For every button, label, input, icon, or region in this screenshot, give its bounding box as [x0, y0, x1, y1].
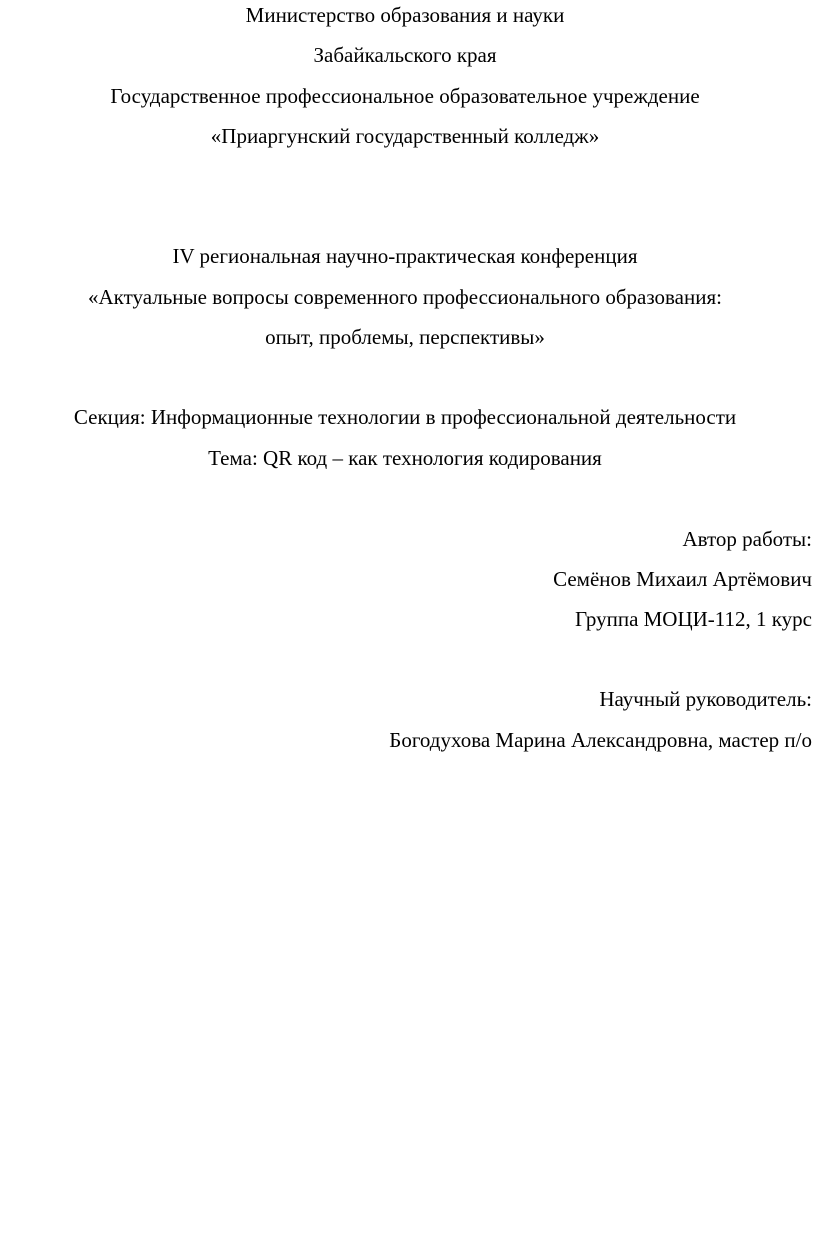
- conference-title: IV региональная научно-практическая конференция: [172, 244, 638, 268]
- section-line: Секция: Информационные технологии в профессиональной деятельности: [73, 405, 737, 429]
- author-label: Автор работы:: [682, 527, 812, 551]
- ministry-line: Министерство образования и науки: [245, 3, 565, 27]
- author-name: Семёнов Михаил Артёмович: [553, 567, 812, 591]
- author-group: Группа МОЦИ-112, 1 курс: [575, 607, 812, 631]
- supervisor-name: Богодухова Марина Александровна, мастер п/о: [389, 728, 812, 752]
- institution-type-line: Государственное профессиональное образовательное учреждение: [110, 84, 700, 108]
- topic-line: Тема: QR код – как технология кодирования: [208, 446, 602, 470]
- supervisor-label: Научный руководитель:: [599, 687, 812, 711]
- institution-name-line: «Приаргунский государственный колледж»: [210, 124, 600, 148]
- conference-theme-line-1: «Актуальные вопросы современного профессионального образования:: [88, 285, 722, 309]
- conference-theme-line-2: опыт, проблемы, перспективы»: [265, 325, 545, 349]
- region-line: Забайкальского края: [313, 43, 497, 67]
